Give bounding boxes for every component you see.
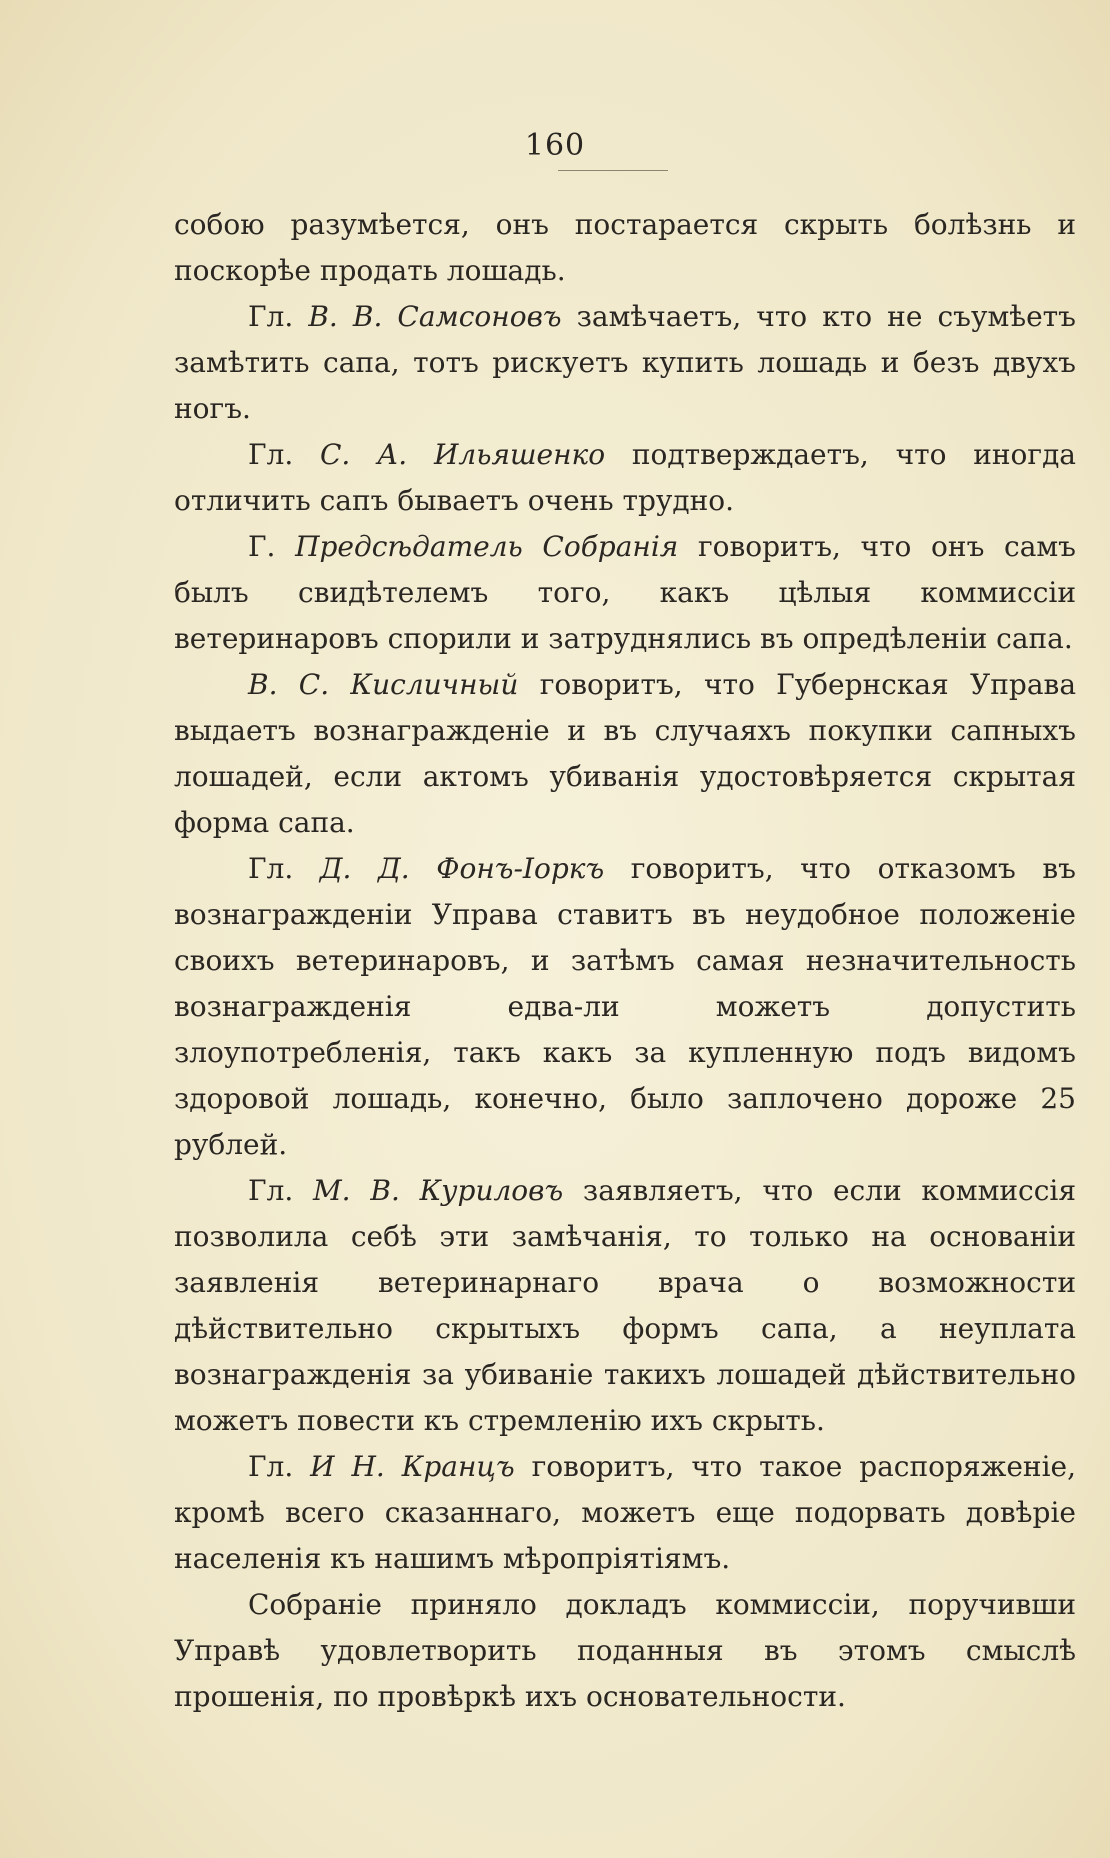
page-number: 160 bbox=[524, 128, 586, 163]
speaker-paragraph bbox=[174, 1168, 1076, 1444]
speaker-title: Гл. bbox=[248, 300, 294, 333]
header-rule bbox=[558, 170, 668, 171]
speaker-paragraph bbox=[174, 524, 1076, 662]
paragraph-text: говоритъ, что Губернская Управа выдаетъ вознагражденіе и въ случаяхъ покупки сапныхъ лошадей, если актомъ убиванія удостовѣряется скрытая форма сапа. bbox=[174, 668, 1077, 839]
speaker-paragraph bbox=[174, 846, 1076, 1168]
resolution-paragraph bbox=[174, 1582, 1076, 1720]
speaker-paragraph bbox=[174, 662, 1076, 846]
speaker-name: В. В. Самсоновъ bbox=[308, 300, 562, 333]
paragraph-text: говоритъ, что такое распоряженіе, кромѣ всего сказаннаго, можетъ еще подорвать довѣріе населенія къ нашимъ мѣропріятіямъ. bbox=[174, 1450, 1077, 1575]
speaker-name: С. А. Ильяшенко bbox=[320, 438, 606, 471]
speaker-title: Гл. bbox=[248, 852, 294, 885]
paragraph-continuation bbox=[174, 202, 1076, 294]
speaker-title: Гл. bbox=[248, 438, 294, 471]
speaker-title: Гл. bbox=[248, 1174, 294, 1207]
document-body bbox=[174, 202, 1076, 1720]
speaker-paragraph bbox=[174, 294, 1076, 432]
speaker-name: В. С. Кисличный bbox=[248, 668, 519, 701]
paragraph-text: подтверждаетъ, что иногда отличить сапъ бываетъ очень трудно. bbox=[174, 438, 1076, 517]
paragraph-text: заявляетъ, что если коммиссія позволила себѣ эти замѣчанія, то только на основаніи заявленія ветеринарнаго врача о возможности дѣйствительно скрытыхъ формъ сапа, а неуплата вознагражденія за убиваніе такихъ лошадей дѣйствительно можетъ повести къ стремленію ихъ скрыть. bbox=[174, 1174, 1076, 1437]
speaker-title: Г. bbox=[248, 530, 276, 563]
paragraph-text: Собраніе приняло докладъ коммиссіи, поручивши Управѣ удовлетворить поданныя въ этомъ смыслѣ прошенія, по провѣркѣ ихъ основательности. bbox=[174, 1588, 1076, 1713]
speaker-name: Предсѣдатель Собранія bbox=[295, 530, 679, 563]
paragraph-text: говоритъ, что отказомъ въ вознагражденіи Управа ставитъ въ неудобное положеніе своихъ ветеринаровъ, и затѣмъ самая незначительность вознагражденія едва-ли можетъ допустить злоупотребленія, такъ какъ за купленную подъ видомъ здоровой лошадь, конечно, было заплочено дороже 25 рублей. bbox=[174, 852, 1076, 1161]
paragraph-text: замѣчаетъ, что кто не съумѣетъ замѣтить сапа, тотъ рискуетъ купить лошадь и безъ двухъ ногъ. bbox=[174, 300, 1076, 425]
speaker-name: Д. Д. Фонъ-Іоркъ bbox=[319, 852, 605, 885]
speaker-name: М. В. Куриловъ bbox=[313, 1174, 564, 1207]
speaker-title: Гл. bbox=[248, 1450, 294, 1483]
paragraph-text: собою разумѣется, онъ постарается скрыть болѣзнь и поскорѣе продать лошадь. bbox=[174, 208, 1076, 287]
speaker-paragraph bbox=[174, 1444, 1076, 1582]
speaker-name: И Н. Кранцъ bbox=[310, 1450, 515, 1483]
paragraph-text: говоритъ, что онъ самъ былъ свидѣтелемъ того, какъ цѣлыя коммиссіи ветеринаровъ спорили и затруднялись въ опредѣленіи сапа. bbox=[174, 530, 1076, 655]
speaker-paragraph bbox=[174, 432, 1076, 524]
